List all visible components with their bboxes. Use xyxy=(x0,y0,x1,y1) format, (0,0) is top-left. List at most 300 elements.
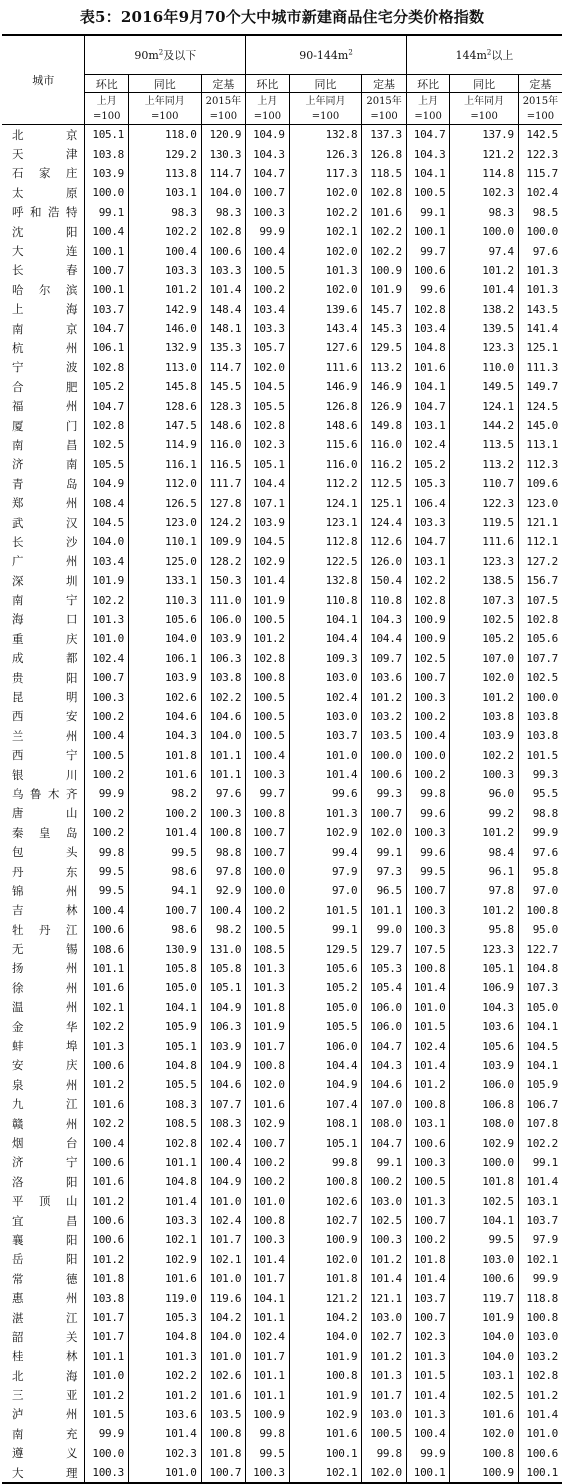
index-value: 105.8 xyxy=(201,959,246,978)
table-row xyxy=(2,1385,562,1404)
table-row xyxy=(2,144,562,163)
index-value: 103.3 xyxy=(201,261,246,280)
index-value: 99.5 xyxy=(406,862,450,881)
index-value: 98.8 xyxy=(201,842,246,861)
index-value: 112.8 xyxy=(289,532,362,551)
index-value: 100.4 xyxy=(85,222,129,241)
index-value: 105.5 xyxy=(289,1017,362,1036)
index-value: 104.7 xyxy=(406,532,450,551)
index-value: 104.9 xyxy=(201,998,246,1017)
index-value: 129.5 xyxy=(362,338,407,357)
city-name: 扬 州 xyxy=(12,961,78,976)
index-value: 120.9 xyxy=(201,125,246,145)
index-value: 117.3 xyxy=(289,164,362,183)
index-value: 101.4 xyxy=(246,571,290,590)
city-name: 宜 昌 xyxy=(12,1213,78,1228)
city-name: 洛 阳 xyxy=(12,1174,78,1189)
index-value: 100.4 xyxy=(246,746,290,765)
index-value: 101.7 xyxy=(246,1347,290,1366)
index-value: 97.8 xyxy=(450,881,518,900)
table-row xyxy=(2,978,562,997)
index-value: 102.8 xyxy=(518,1366,562,1385)
index-value: 102.2 xyxy=(406,571,450,590)
index-value: 104.4 xyxy=(289,1056,362,1075)
index-value: 103.0 xyxy=(518,1327,562,1346)
index-value: 100.3 xyxy=(406,687,450,706)
index-value: 126.8 xyxy=(362,144,407,163)
index-value: 116.2 xyxy=(362,455,407,474)
index-value: 101.0 xyxy=(406,998,450,1017)
index-value: 101.1 xyxy=(201,765,246,784)
table-row xyxy=(2,1269,562,1288)
city-name: 杭 州 xyxy=(12,340,78,355)
index-value: 99.9 xyxy=(246,222,290,241)
index-value: 110.1 xyxy=(129,532,202,551)
index-value: 101.4 xyxy=(450,280,518,299)
index-value: 101.2 xyxy=(362,687,407,706)
index-value: 104.6 xyxy=(201,707,246,726)
index-value: 143.5 xyxy=(518,300,562,319)
index-value: 100.6 xyxy=(406,261,450,280)
index-value: 92.9 xyxy=(201,881,246,900)
base-period-header: 2015年 xyxy=(362,93,407,111)
index-value: 100.5 xyxy=(246,707,290,726)
index-value: 100.6 xyxy=(518,1444,562,1463)
index-value: 102.1 xyxy=(201,1250,246,1269)
index-value: 123.3 xyxy=(450,552,518,571)
table-row xyxy=(2,1211,562,1230)
index-value: 125.1 xyxy=(518,338,562,357)
table-row xyxy=(2,261,562,280)
index-value: 100.2 xyxy=(246,280,290,299)
table-row xyxy=(2,1036,562,1055)
index-value: 102.8 xyxy=(246,416,290,435)
index-value: 100.6 xyxy=(362,765,407,784)
index-value: 101.9 xyxy=(246,590,290,609)
sub-column-header: 同比 xyxy=(129,75,202,93)
index-value: 113.5 xyxy=(450,435,518,454)
index-value: 103.1 xyxy=(129,183,202,202)
index-value: 115.6 xyxy=(289,435,362,454)
index-value: 100.2 xyxy=(406,765,450,784)
index-value: 105.1 xyxy=(201,978,246,997)
city-name: 福 州 xyxy=(12,399,78,414)
index-value: 103.9 xyxy=(201,629,246,648)
index-value: 101.3 xyxy=(289,261,362,280)
index-value: 115.7 xyxy=(518,164,562,183)
index-value: 102.9 xyxy=(450,1133,518,1152)
table-row xyxy=(2,300,562,319)
index-value: 101.2 xyxy=(85,1250,129,1269)
index-value: 138.5 xyxy=(450,571,518,590)
index-value: 111.3 xyxy=(518,358,562,377)
index-value: 97.9 xyxy=(518,1230,562,1249)
index-value: 100.3 xyxy=(406,823,450,842)
index-value: 112.5 xyxy=(362,474,407,493)
table-row xyxy=(2,377,562,396)
index-value: 102.0 xyxy=(289,183,362,202)
table-row xyxy=(2,571,562,590)
index-value: 100.5 xyxy=(406,1172,450,1191)
index-value: 101.8 xyxy=(129,746,202,765)
index-value: 105.1 xyxy=(85,125,129,145)
city-name: 赣 州 xyxy=(12,1116,78,1131)
base-value-header: =100 xyxy=(129,110,202,125)
index-value: 102.9 xyxy=(129,1250,202,1269)
index-value: 101.2 xyxy=(85,1191,129,1210)
index-value: 101.5 xyxy=(406,1017,450,1036)
table-row xyxy=(2,125,562,145)
table-row xyxy=(2,474,562,493)
index-value: 114.9 xyxy=(129,435,202,454)
table-row xyxy=(2,707,562,726)
index-value: 114.7 xyxy=(201,358,246,377)
index-value: 102.4 xyxy=(406,435,450,454)
table-title: 表5：2016年9月70个大中城市新建商品住宅分类价格指数 xyxy=(79,8,485,26)
index-value: 100.5 xyxy=(246,687,290,706)
index-value: 103.7 xyxy=(85,300,129,319)
index-value: 109.3 xyxy=(289,649,362,668)
index-value: 104.9 xyxy=(201,1172,246,1191)
index-value: 105.2 xyxy=(289,978,362,997)
index-value: 100.4 xyxy=(85,1133,129,1152)
table-row xyxy=(2,842,562,861)
index-value: 103.6 xyxy=(450,1017,518,1036)
city-name: 唐 山 xyxy=(12,806,78,821)
index-value: 103.1 xyxy=(406,1114,450,1133)
index-value: 101.9 xyxy=(289,1385,362,1404)
index-value: 125.0 xyxy=(129,552,202,571)
index-value: 124.2 xyxy=(201,513,246,532)
index-value: 103.9 xyxy=(450,1056,518,1075)
index-value: 103.9 xyxy=(246,513,290,532)
city-name: 温 州 xyxy=(12,1000,78,1015)
index-value: 102.0 xyxy=(289,241,362,260)
index-value: 101.0 xyxy=(201,1191,246,1210)
index-value: 118.0 xyxy=(129,125,202,145)
index-value: 100.7 xyxy=(406,1211,450,1230)
index-value: 119.6 xyxy=(201,1288,246,1307)
index-value: 102.3 xyxy=(129,1444,202,1463)
index-value: 100.0 xyxy=(406,746,450,765)
index-value: 101.9 xyxy=(85,571,129,590)
index-value: 105.0 xyxy=(289,998,362,1017)
index-value: 100.7 xyxy=(85,668,129,687)
table-row xyxy=(2,1133,562,1152)
base-period-header: 上月 xyxy=(85,93,129,111)
base-period-header: 上月 xyxy=(406,93,450,111)
index-value: 102.9 xyxy=(246,552,290,571)
index-value: 102.2 xyxy=(450,746,518,765)
table-row xyxy=(2,939,562,958)
index-value: 101.7 xyxy=(246,1036,290,1055)
table-row xyxy=(2,1056,562,1075)
index-value: 104.3 xyxy=(362,1056,407,1075)
index-value: 132.8 xyxy=(289,571,362,590)
index-value: 138.2 xyxy=(450,300,518,319)
index-value: 104.5 xyxy=(246,377,290,396)
index-value: 101.7 xyxy=(362,1385,407,1404)
index-value: 101.3 xyxy=(246,959,290,978)
index-value: 100.3 xyxy=(85,1463,129,1483)
index-value: 100.8 xyxy=(289,1366,362,1385)
index-value: 101.8 xyxy=(406,1250,450,1269)
city-name: 牡丹江 xyxy=(12,922,78,937)
table-row xyxy=(2,998,562,1017)
index-value: 100.3 xyxy=(246,1463,290,1483)
index-value: 100.1 xyxy=(518,1463,562,1483)
index-value: 105.2 xyxy=(85,377,129,396)
index-value: 101.4 xyxy=(129,1191,202,1210)
index-value: 101.3 xyxy=(289,804,362,823)
index-value: 101.3 xyxy=(406,1191,450,1210)
index-value: 105.3 xyxy=(362,959,407,978)
index-value: 100.7 xyxy=(85,261,129,280)
index-value: 102.4 xyxy=(406,1036,450,1055)
index-value: 101.1 xyxy=(362,901,407,920)
index-value: 139.5 xyxy=(450,319,518,338)
index-value: 101.9 xyxy=(450,1308,518,1327)
index-value: 101.9 xyxy=(246,1017,290,1036)
index-value: 100.1 xyxy=(85,280,129,299)
index-value: 101.2 xyxy=(450,823,518,842)
index-value: 99.4 xyxy=(289,842,362,861)
index-value: 103.4 xyxy=(406,319,450,338)
index-value: 108.5 xyxy=(129,1114,202,1133)
index-value: 129.5 xyxy=(289,939,362,958)
index-value: 104.8 xyxy=(129,1056,202,1075)
index-value: 145.0 xyxy=(518,416,562,435)
index-value: 99.9 xyxy=(518,1269,562,1288)
index-value: 99.6 xyxy=(406,842,450,861)
index-value: 124.1 xyxy=(289,493,362,512)
index-value: 104.4 xyxy=(246,474,290,493)
base-period-header: 上月 xyxy=(246,93,290,111)
index-value: 100.0 xyxy=(246,862,290,881)
index-value: 104.1 xyxy=(406,377,450,396)
index-value: 103.1 xyxy=(450,1366,518,1385)
sub-column-header: 环比 xyxy=(85,75,129,93)
city-name: 平顶山 xyxy=(12,1194,78,1209)
table-row xyxy=(2,1075,562,1094)
index-value: 100.3 xyxy=(406,901,450,920)
index-value: 103.7 xyxy=(406,1288,450,1307)
index-value: 100.8 xyxy=(201,823,246,842)
index-value: 106.1 xyxy=(129,649,202,668)
index-value: 99.8 xyxy=(406,784,450,803)
index-value: 102.3 xyxy=(246,435,290,454)
city-name: 九 江 xyxy=(12,1097,78,1112)
index-value: 102.5 xyxy=(450,1385,518,1404)
index-value: 103.3 xyxy=(246,319,290,338)
index-value: 99.1 xyxy=(362,1153,407,1172)
index-value: 102.0 xyxy=(246,358,290,377)
index-value: 101.2 xyxy=(518,1385,562,1404)
index-value: 104.0 xyxy=(85,532,129,551)
index-value: 105.0 xyxy=(518,998,562,1017)
index-value: 102.3 xyxy=(450,183,518,202)
index-value: 143.4 xyxy=(289,319,362,338)
index-value: 103.9 xyxy=(85,164,129,183)
index-value: 102.8 xyxy=(246,649,290,668)
index-value: 101.0 xyxy=(246,1191,290,1210)
city-name: 合 肥 xyxy=(12,379,78,394)
index-value: 100.6 xyxy=(85,1230,129,1249)
city-name: 遵 义 xyxy=(12,1446,78,1461)
index-value: 103.8 xyxy=(518,707,562,726)
index-value: 99.3 xyxy=(362,784,407,803)
index-value: 106.9 xyxy=(450,978,518,997)
index-value: 113.2 xyxy=(362,358,407,377)
index-value: 102.9 xyxy=(289,823,362,842)
index-value: 119.0 xyxy=(129,1288,202,1307)
index-value: 107.8 xyxy=(518,1114,562,1133)
index-value: 99.8 xyxy=(85,842,129,861)
index-value: 103.3 xyxy=(129,261,202,280)
index-value: 95.0 xyxy=(518,920,562,939)
index-value: 100.3 xyxy=(246,1230,290,1249)
index-value: 100.4 xyxy=(406,1424,450,1443)
index-value: 101.6 xyxy=(450,1405,518,1424)
base-value-header: =100 xyxy=(289,110,362,125)
city-name: 武 汉 xyxy=(12,515,78,530)
index-value: 100.5 xyxy=(362,1424,407,1443)
index-value: 104.0 xyxy=(450,1347,518,1366)
index-value: 104.0 xyxy=(289,1327,362,1346)
index-value: 101.7 xyxy=(85,1308,129,1327)
index-value: 101.1 xyxy=(246,1308,290,1327)
index-value: 148.6 xyxy=(289,416,362,435)
index-value: 104.0 xyxy=(129,629,202,648)
index-value: 145.5 xyxy=(201,377,246,396)
index-value: 116.0 xyxy=(201,435,246,454)
index-value: 103.0 xyxy=(450,1250,518,1269)
index-value: 103.5 xyxy=(362,726,407,745)
index-value: 102.2 xyxy=(362,241,407,260)
index-value: 94.1 xyxy=(129,881,202,900)
table-row xyxy=(2,396,562,415)
index-value: 102.8 xyxy=(85,358,129,377)
index-value: 105.6 xyxy=(129,610,202,629)
index-value: 107.7 xyxy=(518,649,562,668)
index-value: 99.9 xyxy=(518,823,562,842)
index-value: 100.2 xyxy=(406,1230,450,1249)
index-value: 132.9 xyxy=(129,338,202,357)
index-value: 99.2 xyxy=(450,804,518,823)
city-name: 桂 林 xyxy=(12,1349,78,1364)
index-value: 102.0 xyxy=(289,280,362,299)
index-value: 122.3 xyxy=(518,144,562,163)
index-value: 101.0 xyxy=(518,1424,562,1443)
index-value: 100.4 xyxy=(201,1153,246,1172)
index-value: 103.0 xyxy=(362,1308,407,1327)
index-value: 146.0 xyxy=(129,319,202,338)
city-name: 长 沙 xyxy=(12,534,78,549)
index-value: 101.2 xyxy=(406,1075,450,1094)
table-row xyxy=(2,1017,562,1036)
city-name: 南 昌 xyxy=(12,437,78,452)
index-value: 100.8 xyxy=(406,959,450,978)
index-value: 104.3 xyxy=(406,144,450,163)
index-value: 100.8 xyxy=(246,668,290,687)
index-value: 102.1 xyxy=(289,222,362,241)
index-value: 104.2 xyxy=(289,1308,362,1327)
index-value: 100.3 xyxy=(85,687,129,706)
index-value: 100.4 xyxy=(85,901,129,920)
index-value: 108.3 xyxy=(129,1095,202,1114)
index-value: 101.4 xyxy=(518,1405,562,1424)
index-value: 100.7 xyxy=(246,1133,290,1152)
index-value: 102.1 xyxy=(85,998,129,1017)
index-value: 100.9 xyxy=(246,1405,290,1424)
index-value: 97.9 xyxy=(289,862,362,881)
index-value: 101.0 xyxy=(289,746,362,765)
index-value: 100.8 xyxy=(289,1172,362,1191)
table-row xyxy=(2,1405,562,1424)
index-value: 106.3 xyxy=(201,649,246,668)
index-value: 102.8 xyxy=(85,416,129,435)
index-value: 103.0 xyxy=(362,1191,407,1210)
index-value: 105.6 xyxy=(289,959,362,978)
index-value: 100.8 xyxy=(201,1424,246,1443)
index-value: 101.7 xyxy=(246,1269,290,1288)
index-value: 128.6 xyxy=(129,396,202,415)
city-name: 常 德 xyxy=(12,1271,78,1286)
index-value: 99.6 xyxy=(406,280,450,299)
index-value: 126.0 xyxy=(362,552,407,571)
table-row xyxy=(2,590,562,609)
index-value: 107.0 xyxy=(362,1095,407,1114)
table-row xyxy=(2,610,562,629)
city-name: 沈 阳 xyxy=(12,224,78,239)
index-value: 105.2 xyxy=(450,629,518,648)
index-value: 123.3 xyxy=(450,939,518,958)
index-value: 99.1 xyxy=(406,203,450,222)
index-value: 102.0 xyxy=(450,1424,518,1443)
index-value: 112.6 xyxy=(362,532,407,551)
index-value: 113.8 xyxy=(129,164,202,183)
index-value: 102.6 xyxy=(289,1191,362,1210)
table-row xyxy=(2,1250,562,1269)
table-row xyxy=(2,1095,562,1114)
index-value: 102.2 xyxy=(518,1133,562,1152)
table-row xyxy=(2,959,562,978)
index-value: 106.0 xyxy=(201,610,246,629)
index-value: 103.2 xyxy=(362,707,407,726)
index-value: 107.5 xyxy=(406,939,450,958)
city-name: 呼和浩特 xyxy=(12,205,78,220)
city-name: 泸 州 xyxy=(12,1407,78,1422)
index-value: 106.4 xyxy=(406,493,450,512)
index-value: 108.4 xyxy=(85,493,129,512)
index-value: 104.7 xyxy=(406,396,450,415)
city-name: 济 南 xyxy=(12,457,78,472)
index-value: 102.2 xyxy=(129,1366,202,1385)
index-value: 101.9 xyxy=(362,280,407,299)
base-value-header: =100 xyxy=(406,110,450,125)
table-row xyxy=(2,746,562,765)
index-value: 103.3 xyxy=(406,513,450,532)
index-value: 100.2 xyxy=(246,1172,290,1191)
index-value: 104.5 xyxy=(246,532,290,551)
index-value: 104.2 xyxy=(201,1308,246,1327)
index-value: 149.7 xyxy=(518,377,562,396)
index-value: 102.0 xyxy=(246,1075,290,1094)
index-value: 98.5 xyxy=(518,203,562,222)
index-value: 100.3 xyxy=(201,804,246,823)
index-value: 124.1 xyxy=(450,396,518,415)
table-row xyxy=(2,1327,562,1346)
